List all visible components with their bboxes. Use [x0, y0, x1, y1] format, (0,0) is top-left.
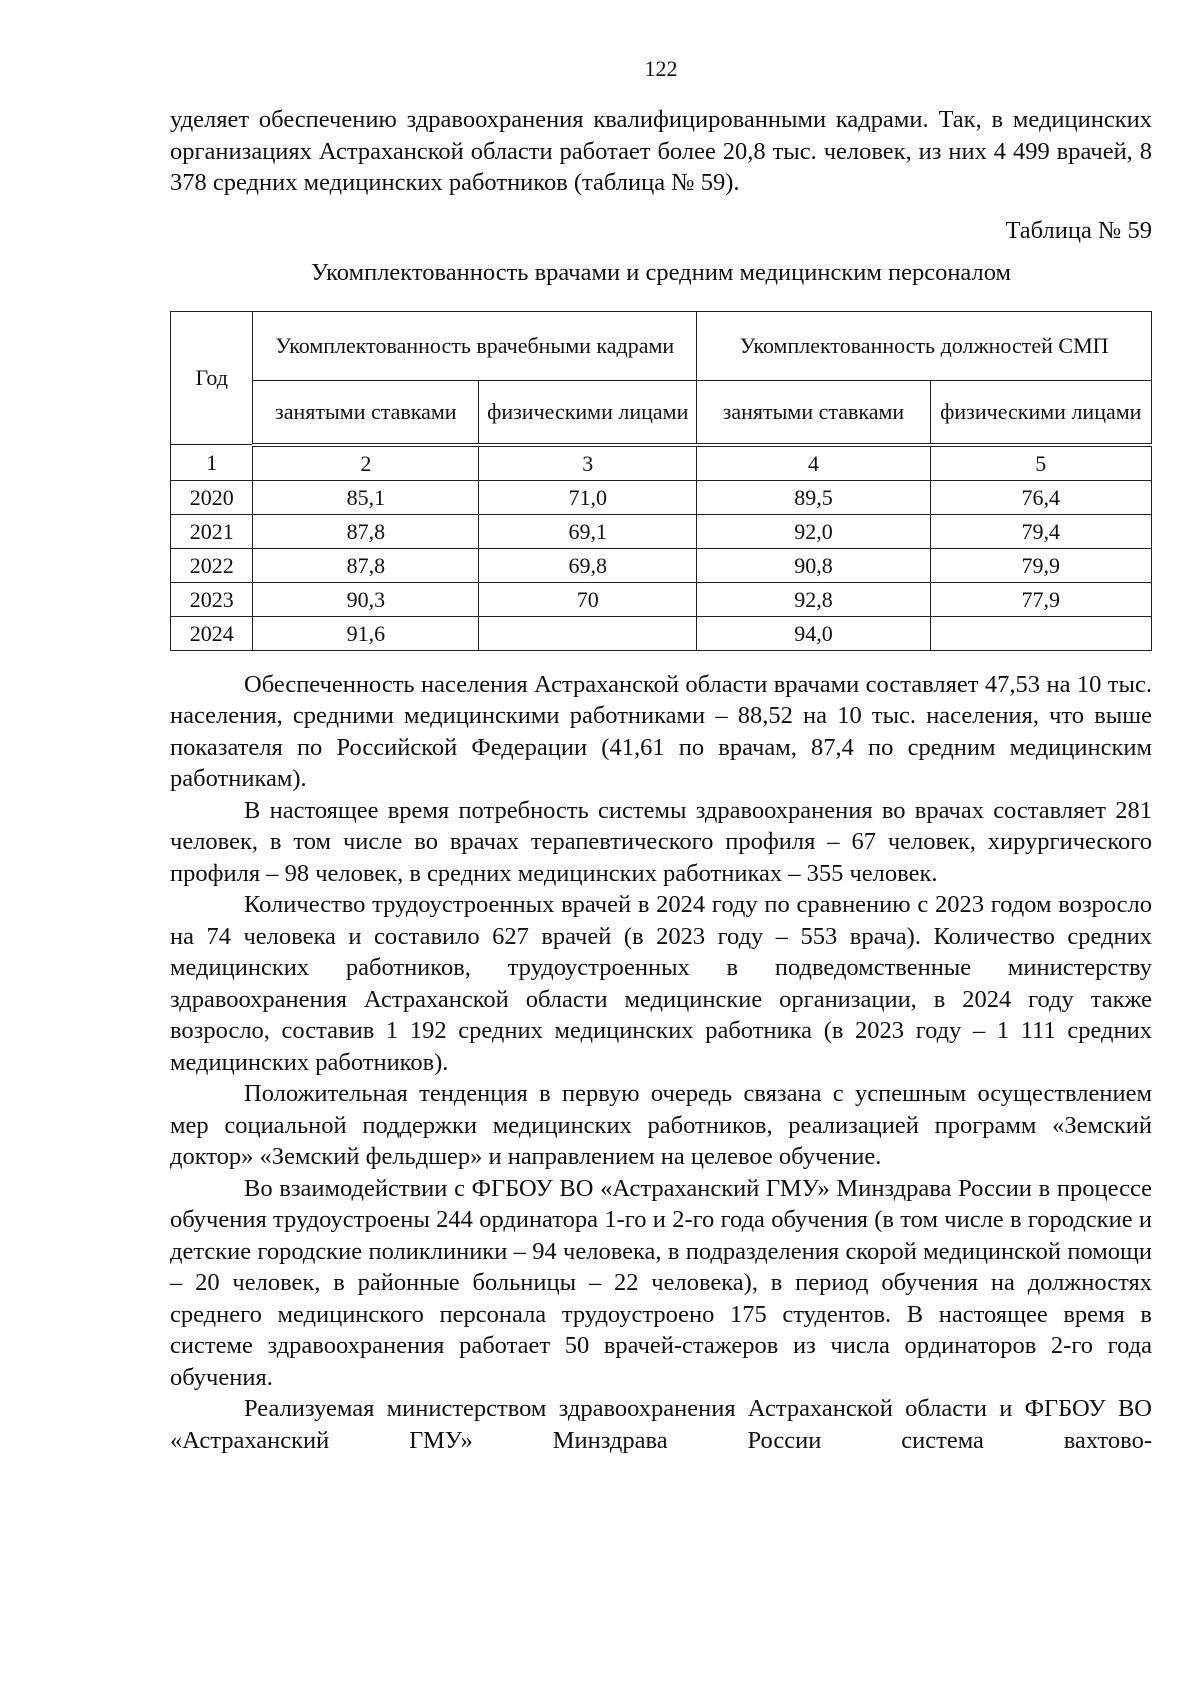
- cell-doctors-individuals: 69,1: [479, 514, 697, 548]
- column-number: 2: [253, 445, 479, 481]
- cell-doctors-occupied-rates: 85,1: [253, 480, 479, 514]
- column-number: 3: [479, 445, 697, 481]
- table-row: [171, 616, 1152, 650]
- table-row: [171, 582, 1152, 616]
- column-number: 5: [930, 445, 1151, 481]
- table-number-label: Таблица № 59: [1005, 216, 1152, 244]
- paragraph-employment-growth: Количество трудоустроенных врачей в 2024 году по сравнению с 2023 годом возросло на 74 человека и составило 627 врачей (в 2023 году – 553 врача). Количество средних медицинских работников, трудоустроенных в подведомственные министерству здравоохранения Астраханской области медицинские организации, в 2024 году также возросло, составив 1 192 средних медицинских работника (в 2023 году – 1 111 средних медицинских работников).: [170, 891, 1152, 1076]
- cell-year: 2023: [171, 582, 253, 616]
- cell-doctors-individuals: [479, 616, 697, 650]
- cell-year: 2024: [171, 616, 253, 650]
- paragraph-rotation-system: Реализуемая министерством здравоохранения Астраханской области и ФГБОУ ВО «Астраханский ГМУ» Минздрава России система вахтово-: [170, 1395, 1152, 1454]
- header-nurses-occupied-rates: занятыми ставками: [697, 380, 930, 445]
- cell-nurses-occupied-rates: 92,8: [697, 582, 930, 616]
- table-row: [171, 514, 1152, 548]
- cell-year: 2022: [171, 548, 253, 582]
- table-title: Укомплектованность врачами и средним медицинским персоналом: [310, 258, 1012, 286]
- column-number-row: [171, 445, 1152, 481]
- cell-doctors-occupied-rates: 87,8: [253, 514, 479, 548]
- column-number: 4: [697, 445, 930, 481]
- header-nurses-individuals: физическими лицами: [930, 380, 1151, 445]
- cell-nurses-individuals: [930, 616, 1151, 650]
- cell-doctors-individuals: 71,0: [479, 480, 697, 514]
- paragraph-provision: Обеспеченность населения Астраханской области врачами составляет 47,53 на 10 тыс. населения, средними медицинскими работниками – 88,52 на 10 тыс. населения, что выше показателя по Российской Федерации (41,61 по врачам, 87,4 по средним медицинским работникам).: [170, 670, 1152, 792]
- cell-nurses-individuals: 79,9: [930, 548, 1151, 582]
- cell-doctors-occupied-rates: 90,3: [253, 582, 479, 616]
- paragraph-staff-need: В настоящее время потребность системы здравоохранения во врачах составляет 281 человек, в том числе во врачах терапевтического профиля – 67 человек, хирургического профиля – 98 человек, в средних медицинских работниках – 355 человек.: [170, 796, 1152, 887]
- cell-doctors-individuals: 70: [479, 582, 697, 616]
- page-content: [170, 56, 1152, 1456]
- table-row: [171, 548, 1152, 582]
- header-doctors-occupied-rates: занятыми ставками: [253, 380, 479, 445]
- header-group-nurses: Укомплектованность должностей СМП: [697, 311, 1152, 380]
- cell-nurses-individuals: 79,4: [930, 514, 1151, 548]
- cell-year: 2021: [171, 514, 253, 548]
- cell-doctors-individuals: 69,8: [479, 548, 697, 582]
- header-doctors-individuals: физическими лицами: [479, 380, 697, 445]
- cell-nurses-occupied-rates: 90,8: [697, 548, 930, 582]
- cell-nurses-individuals: 77,9: [930, 582, 1151, 616]
- cell-year: 2020: [171, 480, 253, 514]
- intro-paragraph: уделяет обеспечению здравоохранения квалифицированными кадрами. Так, в медицинских организациях Астраханской области работает более 20,8 тыс. человек, из них 4 499 врачей, 8 378 средних медицинских работников (таблица № 59).: [170, 106, 1152, 196]
- cell-doctors-occupied-rates: 87,8: [253, 548, 479, 582]
- table-row: [171, 480, 1152, 514]
- paragraph-university-cooperation: Во взаимодействии с ФГБОУ ВО «Астраханский ГМУ» Минздрава России в процессе обучения трудоустроены 244 ординатора 1-го и 2-го года обучения (в том числе в городские и детские городские поликлиники – 94 человека, в подразделения скорой медицинской помощи – 20 человек, в районные больницы – 22 человека), в период обучения на должностях среднего медицинского персонала трудоустроено 175 студентов. В настоящее время в системе здравоохранения работает 50 врачей-стажеров из числа ординаторов 2-го года обучения.: [170, 1174, 1152, 1391]
- header-year: Год: [171, 311, 253, 445]
- page-number: 122: [644, 56, 678, 81]
- staffing-table: [170, 311, 1152, 651]
- cell-nurses-occupied-rates: 94,0: [697, 616, 930, 650]
- cell-nurses-occupied-rates: 89,5: [697, 480, 930, 514]
- cell-doctors-occupied-rates: 91,6: [253, 616, 479, 650]
- paragraph-positive-trend: Положительная тенденция в первую очередь связана с успешным осуществлением мер социальной поддержки медицинских работников, реализацией программ «Земский доктор» «Земский фельдшер» и направлением на целевое обучение.: [170, 1080, 1152, 1170]
- cell-nurses-individuals: 76,4: [930, 480, 1151, 514]
- header-group-doctors: Укомплектованность врачебными кадрами: [253, 311, 697, 380]
- cell-nurses-occupied-rates: 92,0: [697, 514, 930, 548]
- column-number: 1: [171, 445, 253, 481]
